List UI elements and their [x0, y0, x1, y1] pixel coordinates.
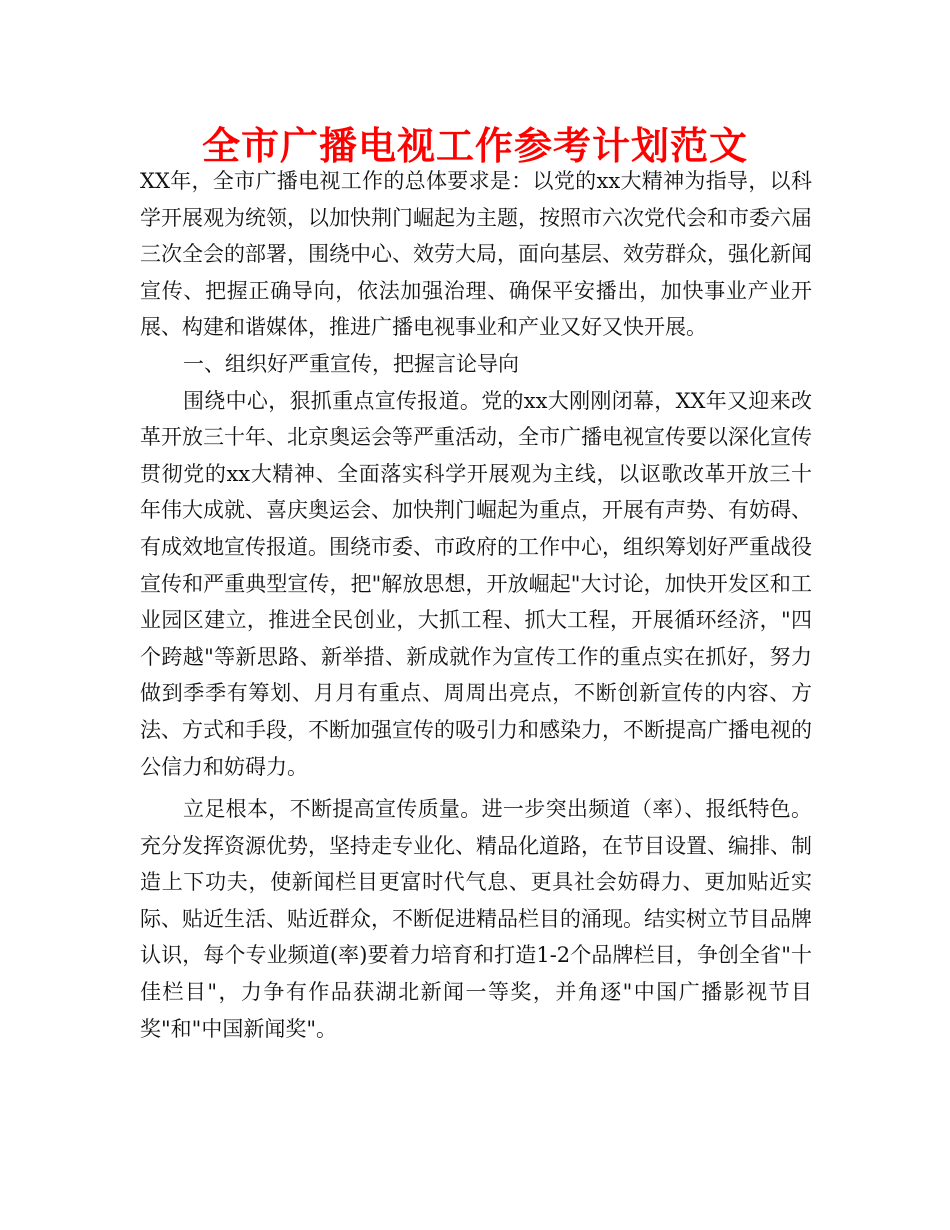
- document-title: 全市广播电视工作参考计划范文: [201, 124, 748, 168]
- document-body: [140, 163, 812, 1047]
- paragraph-quality: 立足根本，不断提高宣传质量。进一步突出频道（率）、报纸特色。充分发挥资源优势，坚持走专业化、精品化道路，在节目设置、编排、制造上下功夫，使新闻栏目更富时代气息、更具社会妨碍力、更加贴近实际、贴近生活、贴近群众，不断促进精品栏目的涌现。结实树立节目品牌认识，每个专业频道(率)要着力培育和打造1-2个品牌栏目，争创全省"十佳栏目"，力争有作品获湖北新闻一等奖，并角逐"中国广播影视节目奖"和"中国新闻奖"。: [140, 797, 812, 1041]
- paragraph-overview: XX年，全市广播电视工作的总体要求是：以党的xx大精神为指导，以科学开展观为统领，以加快荆门崛起为主题，按照市六次党代会和市委六届三次全会的部署，围绕中心、效劳大局，面向基层、效劳群众，强化新闻宣传、把握正确导向，依法加强治理、确保平安播出，加快事业产业开展、构建和谐媒体，推进广播电视事业和产业又好又快开展。: [140, 169, 812, 340]
- section-heading: 一、组织好严重宣传，把握言论导向: [183, 351, 519, 376]
- paragraph-key-reporting: 围绕中心，狠抓重点宣传报道。党的xx大刚刚闭幕，XX年又迎来改革开放三十年、北京奥运会等严重活动，全市广播电视宣传要以深化宣传贯彻党的xx大精神、全面落实科学开展观为主线，以讴歌改革开放三十年伟大成就、喜庆奥运会、加快荆门崛起为重点，开展有声势、有妨碍、有成效地宣传报道。围绕市委、市政府的工作中心，组织筹划好严重战役宣传和严重典型宣传，把"解放思想，开放崛起"大讨论，加快开发区和工业园区建立，推进全民创业，大抓工程、抓大工程，开展循环经济，"四个跨越"等新思路、新举措、新成就作为宣传工作的重点实在抓好，努力做到季季有筹划、月月有重点、周周出亮点，不断创新宣传的内容、方法、方式和手段，不断加强宣传的吸引力和感染力，不断提高广播电视的公信力和妨碍力。: [140, 388, 812, 779]
